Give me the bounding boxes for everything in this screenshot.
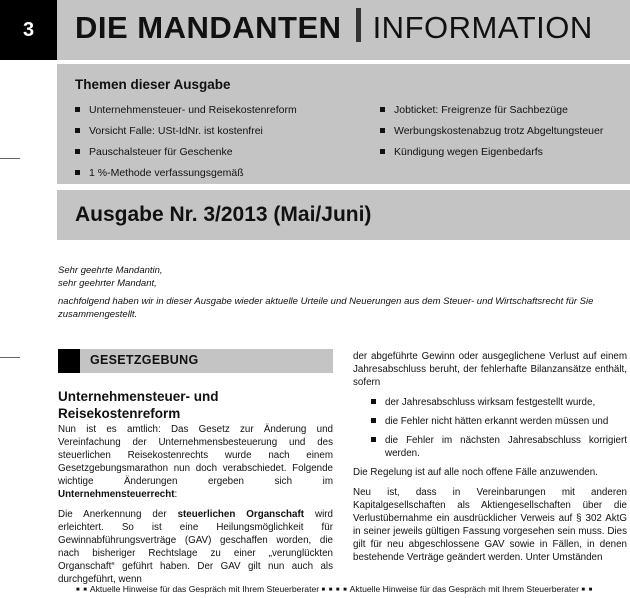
square-bullet-icon xyxy=(371,437,376,442)
article-paragraph: der abgeführte Gewinn oder ausgeglichene Verlust auf einem Jahresabschluss beruht, der fehlerhafte Bilanzansätze enthält, sofern xyxy=(353,351,627,388)
square-bullet-icon xyxy=(371,418,376,423)
topic-item: Jobticket: Freigrenze für Sachbezüge xyxy=(380,103,603,124)
topic-item: Vorsicht Falle: USt-IdNr. ist kostenfrei xyxy=(75,124,297,145)
square-bullet-icon xyxy=(380,149,385,154)
margin-fold-mark xyxy=(0,158,20,159)
masthead-title xyxy=(75,8,593,48)
salutation-line: sehr geehrter Mandant, xyxy=(58,278,157,289)
square-bullet-icon xyxy=(371,399,376,404)
footer-marker: ■ ■ xyxy=(335,587,348,593)
square-bullet-icon xyxy=(75,128,80,133)
condition-list xyxy=(353,396,627,460)
article-paragraph: Nun ist es amtlich: Das Gesetz zur Änderung und Vereinfachung der Unternehmensbesteuerung und des steuerlichen Reisekostenrechts wurde nach einem Gesetzgebungsmarathon nun doch verabschiedet. Folgende wichtige Änderungen ergeben sich im Unternehmensteuerrecht: xyxy=(58,424,333,500)
footer-text: Aktuelle Hinweise für das Gespräch mit Ihrem Steuerberater xyxy=(89,584,320,594)
square-bullet-icon xyxy=(380,128,385,133)
list-item: die Fehler nicht hätten erkannt werden müssen und xyxy=(353,415,627,428)
article-paragraph: Neu ist, dass in Vereinbarungen mit anderen Kapitalgesellschaften als Aktiengesellschaften über die Verlustübernahme ein ausdrücklicher Verweis auf § 302 AktG in seiner jeweils gültigen Fassung vorgesehen sein muss. Dies gilt für neu abgeschlossene GAV sowie in Fällen, in denen bestehende Verträge geändert werden. Unter Umständen xyxy=(353,487,627,563)
topic-item: Pauschalsteuer für Geschenke xyxy=(75,145,297,166)
square-bullet-icon xyxy=(380,107,385,112)
topic-item: 1 %-Methode verfassungsgemäß xyxy=(75,166,297,187)
footer-marker: ■ ■ xyxy=(581,587,594,593)
article-column-right xyxy=(353,350,627,571)
topics-list-right xyxy=(380,103,603,166)
topic-item: Unternehmensteuer- und Reisekostenreform xyxy=(75,103,297,124)
article-heading: Unternehmensteuer- und Reisekostenreform xyxy=(58,389,219,421)
list-item: der Jahresabschluss wirksam festgestellt wurde, xyxy=(353,396,627,409)
section-marker xyxy=(58,349,80,373)
topic-item: Kündigung wegen Eigenbedarfs xyxy=(380,145,603,166)
margin-fold-mark xyxy=(0,357,20,358)
footer-text: Aktuelle Hinweise für das Gespräch mit Ihrem Steuerberater xyxy=(349,584,579,594)
masthead-title-bold: DIE MANDANTEN xyxy=(75,10,342,45)
footer-marker: ■ ■ xyxy=(76,587,88,593)
article-paragraph: Die Anerkennung der steuerlichen Organschaft wird erleichtert. So ist eine Heilungsmöglichkeit für Gewinnabführungsverträge (GAV) geschaffen worden, die nach bisheriger Rechtslage zu einer „verunglückten Organschaft“ geführt haben. Der GAV gilt nun auch als durchgeführt, wenn xyxy=(58,509,333,585)
topic-item: Werbungskostenabzug trotz Abgeltungsteuer xyxy=(380,124,603,145)
article-paragraph: Die Regelung ist auf alle noch offene Fälle anzuwenden. xyxy=(353,467,598,478)
list-item: die Fehler im nächsten Jahresabschluss korrigiert werden. xyxy=(353,434,627,460)
section-header xyxy=(58,349,333,373)
topics-list-left xyxy=(75,103,297,187)
issue-title: Ausgabe Nr. 3/2013 (Mai/Juni) xyxy=(75,203,372,226)
salutation xyxy=(58,264,163,290)
masthead-separator xyxy=(356,8,361,42)
section-label: GESETZGEBUNG xyxy=(90,353,199,367)
square-bullet-icon xyxy=(75,170,80,175)
intro-text: nachfolgend haben wir in dieser Ausgabe wieder aktuelle Urteile und Neuerungen aus dem Steuer- und Wirtschaftsrecht für Sie zusammengestellt. xyxy=(58,296,594,320)
square-bullet-icon xyxy=(75,149,80,154)
square-bullet-icon xyxy=(75,107,80,112)
masthead-title-light: INFORMATION xyxy=(372,10,593,45)
page-footer xyxy=(76,584,593,594)
topics-heading: Themen dieser Ausgabe xyxy=(75,77,231,92)
footer-marker: ■ ■ xyxy=(321,587,334,593)
issue-number: 3 xyxy=(22,18,35,41)
salutation-line: Sehr geehrte Mandantin, xyxy=(58,265,163,276)
article-column-left xyxy=(58,423,333,593)
issue-number-tab xyxy=(0,0,57,60)
